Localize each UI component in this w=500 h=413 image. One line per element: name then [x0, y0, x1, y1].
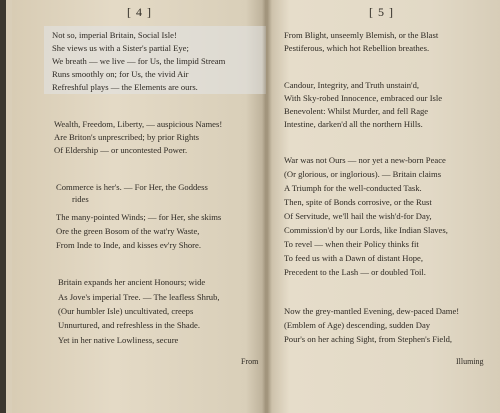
verse-line: Benevolent: Whilst Murder, and fell Rage [284, 106, 429, 116]
verse-line: She views us with a Sister's partial Eye; [52, 43, 189, 53]
verse-line: Commerce is her's. — For Her, the Goddess [56, 182, 208, 192]
verse-line: Now the grey-mantled Evening, dew-paced Dame! [284, 306, 460, 316]
verse-line: War was not Ours — nor yet a new-born Peace [284, 155, 446, 165]
verse-line: rides [72, 194, 89, 204]
verse-line: To revel — when their Policy thinks fit [284, 239, 419, 249]
verse-line: Of Servitude, we'll hail the wish'd-for Day, [284, 211, 432, 221]
right-page [266, 0, 500, 413]
verse-line: (Emblem of Age) descending, sudden Day [284, 320, 431, 330]
verse-line: With Sky-robed Innocence, embraced our Isle [284, 93, 443, 103]
verse-line: Yet in her native Lowliness, secure [58, 335, 179, 345]
book-gutter [262, 0, 272, 413]
verse-line: Of Eldership — or uncontested Power. [54, 145, 188, 155]
verse-line: Wealth, Freedom, Liberty, — auspicious Names! [54, 119, 223, 129]
verse-line: Then, spite of Bonds corrosive, or the Rust [284, 197, 432, 207]
verse-line: Not so, imperial Britain, Social Isle! [52, 30, 177, 40]
verse-line: We breath — we live — for Us, the limpid Stream [52, 56, 226, 66]
verse-line: As Jove's imperial Tree. — The leafless Shrub, [58, 292, 220, 302]
verse-line: Runs smoothly on; for Us, the vivid Air [52, 69, 189, 79]
left-page-number: [ 4 ] [127, 5, 152, 19]
verse-line: Candour, Integrity, and Truth unstain'd, [284, 80, 420, 90]
right-page-number: [ 5 ] [369, 5, 394, 19]
verse-line: The many-pointed Winds; — for Her, she skims [56, 212, 222, 222]
verse-line: Intestine, darken'd all the northern Hills. [284, 119, 423, 129]
catchword: From [241, 357, 259, 366]
verse-line: From Blight, unseemly Blemish, or the Blast [284, 30, 439, 40]
verse-line: Refreshful plays — the Elements are ours. [52, 82, 198, 92]
verse-line: Pour's on her aching Sight, from Stephen's Field, [284, 334, 453, 344]
open-book [6, 0, 500, 413]
verse-line: (Or glorious, or inglorious). — Britain claims [284, 169, 442, 179]
verse-line: Ore the green Bosom of the wat'ry Waste, [56, 226, 200, 236]
verse-line: Britain expands her ancient Honours; wide [58, 277, 206, 287]
verse-line: A Triumph for the well-conducted Task. [284, 183, 422, 193]
left-page [12, 0, 266, 413]
verse-line: (Our humbler Isle) uncultivated, creeps [58, 306, 194, 316]
verse-line: Unnurtured, and refreshless in the Shade. [58, 320, 200, 330]
catchword: Illuming [456, 357, 484, 366]
verse-line: Precedent to the Lash — or doubled Toil. [284, 267, 426, 277]
verse-line: From Inde to Inde, and kisses ev'ry Shore. [56, 240, 201, 250]
verse-line: To feed us with a Dawn of distant Hope, [284, 253, 424, 263]
verse-line: Commission'd by our Lords, like Indian Slaves, [284, 225, 448, 235]
verse-line: Pestiferous, which hot Rebellion breathes. [284, 43, 430, 53]
verse-line: Are Briton's unprescribed; by prior Rights [54, 132, 199, 142]
